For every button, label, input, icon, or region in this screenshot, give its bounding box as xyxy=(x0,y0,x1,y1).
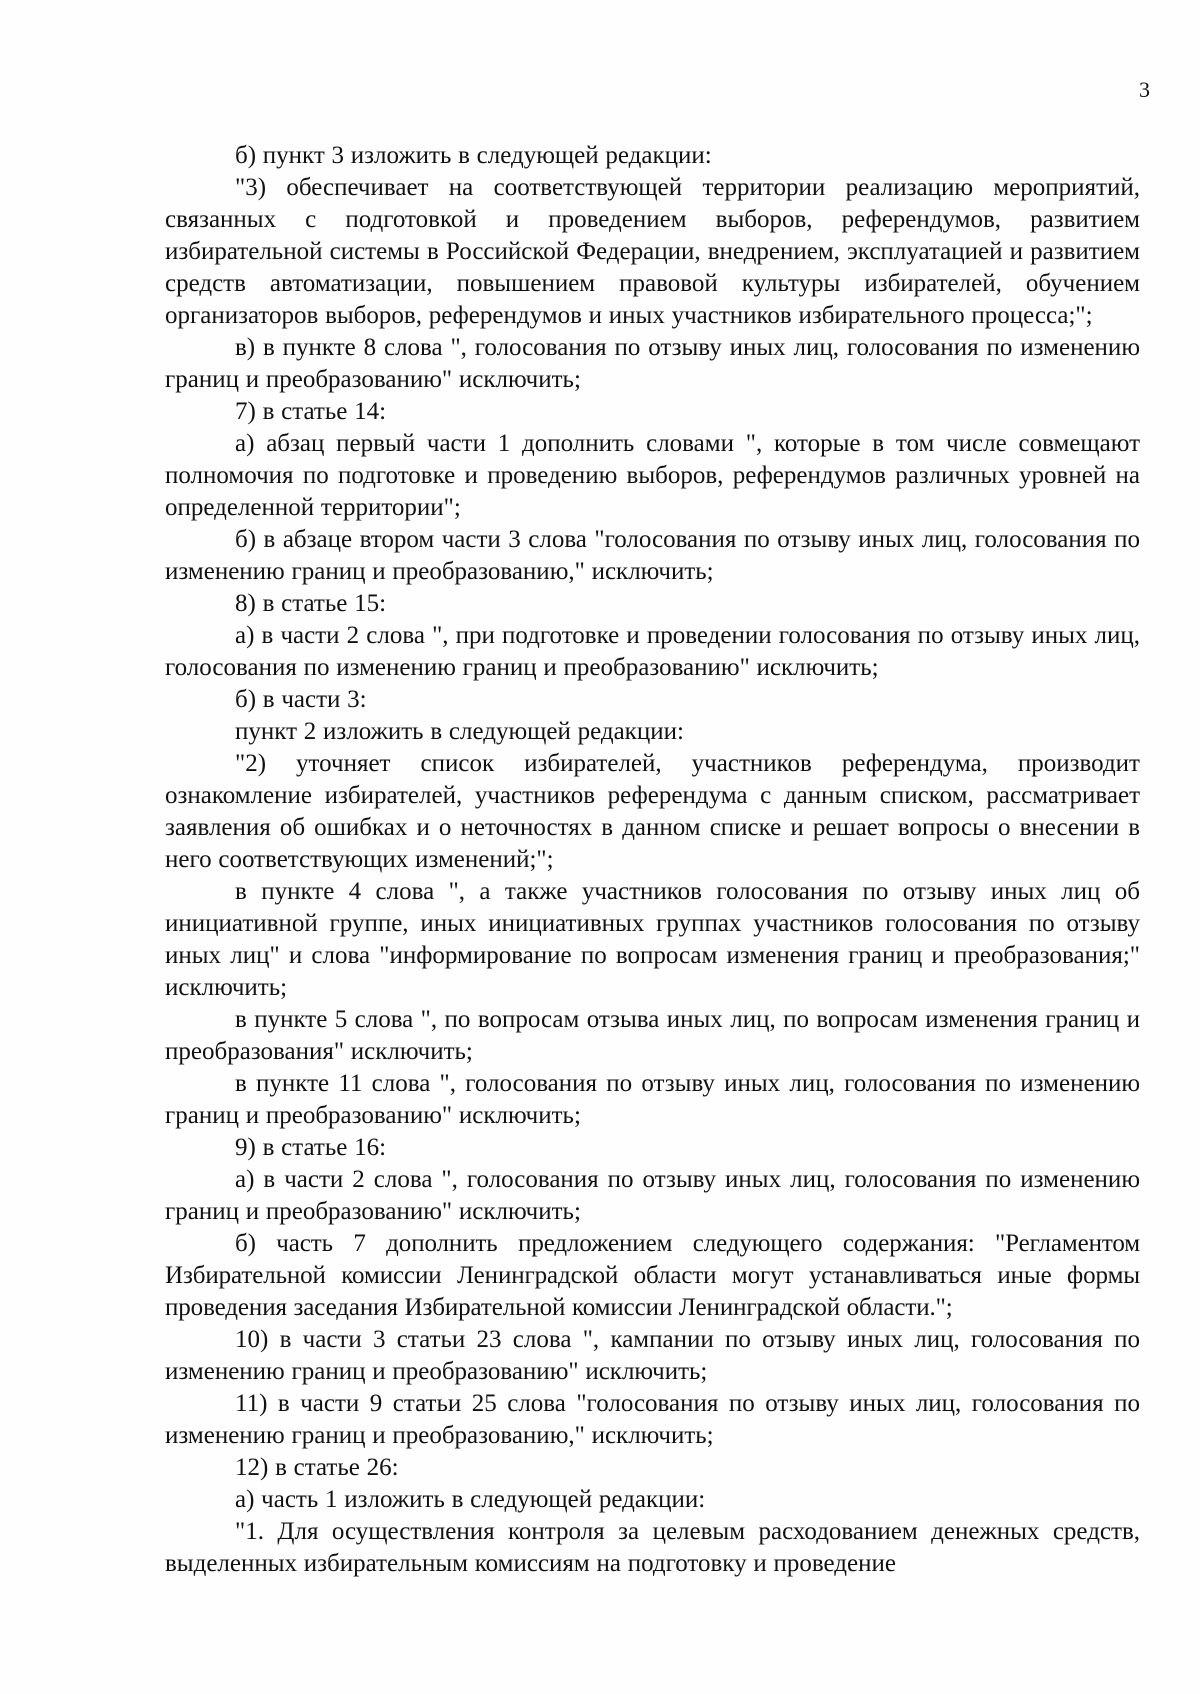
paragraph: 12) в статье 26: xyxy=(235,1454,399,1481)
paragraph: пункт 2 изложить в следующей редакции: xyxy=(235,718,684,745)
paragraph: в пункте 4 слова ", а также участников голосования по отзыву иных лиц об инициативной группе, иных инициативных группах участников голосования по отзыву иных лиц" и слова "информирование по вопросам изменения границ и преобразования;" исключить; xyxy=(165,878,1140,1001)
paragraph: "3) обеспечивает на соответствующей территории реализацию мероприятий, связанных с подготовкой и проведением выборов, референдумов, развитием избирательной системы в Российской Федерации, внедрением, эксплуатацией и развитием средств автоматизации, повышением правовой культуры избирателей, обучением организаторов выборов, референдумов и иных участников избирательного процесса;"; xyxy=(165,174,1140,329)
paragraph: б) пункт 3 изложить в следующей редакции: xyxy=(235,142,712,169)
paragraph: 10) в части 3 статьи 23 слова ", кампании по отзыву иных лиц, голосования по изменению границ и преобразованию" исключить; xyxy=(165,1326,1140,1385)
paragraph: а) часть 1 изложить в следующей редакции: xyxy=(235,1486,706,1513)
paragraph: б) часть 7 дополнить предложением следующего содержания: "Регламентом Избирательной комиссии Ленинградской области могут устанавливаться иные формы проведения заседания Избирательной комиссии Ленинградской области."; xyxy=(165,1230,1140,1321)
paragraph: 11) в части 9 статьи 25 слова "голосования по отзыву иных лиц, голосования по изменению границ и преобразованию," исключить; xyxy=(165,1390,1140,1449)
paragraph: в пункте 5 слова ", по вопросам отзыва иных лиц, по вопросам изменения границ и преобразования" исключить; xyxy=(165,1006,1140,1065)
paragraph: "1. Для осуществления контроля за целевым расходованием денежных средств, выделенных избирательным комиссиям на подготовку и проведение xyxy=(165,1518,1140,1577)
paragraph: б) в части 3: xyxy=(235,686,367,713)
paragraph: а) в части 2 слова ", при подготовке и проведении голосования по отзыву иных лиц, голосования по изменению границ и преобразованию" исключить; xyxy=(165,622,1140,681)
paragraph: б) в абзаце втором части 3 слова "голосования по отзыву иных лиц, голосования по изменению границ и преобразованию," исключить; xyxy=(165,526,1140,585)
paragraph: а) абзац первый части 1 дополнить словами ", которые в том числе совмещают полномочия по подготовке и проведению выборов, референдумов различных уровней на определенной территории"; xyxy=(165,430,1140,521)
paragraph: в) в пункте 8 слова ", голосования по отзыву иных лиц, голосования по изменению границ и преобразованию" исключить; xyxy=(165,334,1140,393)
paragraph: 7) в статье 14: xyxy=(235,398,387,425)
paragraph: а) в части 2 слова ", голосования по отзыву иных лиц, голосования по изменению границ и преобразованию" исключить; xyxy=(165,1166,1140,1225)
document-body xyxy=(165,140,1140,1580)
paragraph: в пункте 11 слова ", голосования по отзыву иных лиц, голосования по изменению границ и преобразованию" исключить; xyxy=(165,1070,1140,1129)
paragraph: "2) уточняет список избирателей, участников референдума, производит ознакомление избирателей, участников референдума с данным списком, рассматривает заявления об ошибках и о неточностях в данном списке и решает вопросы о внесении в него соответствующих изменений;"; xyxy=(165,750,1140,873)
paragraph: 8) в статье 15: xyxy=(235,590,387,617)
page-number: 3 xyxy=(1139,77,1150,102)
paragraph: 9) в статье 16: xyxy=(235,1134,387,1161)
